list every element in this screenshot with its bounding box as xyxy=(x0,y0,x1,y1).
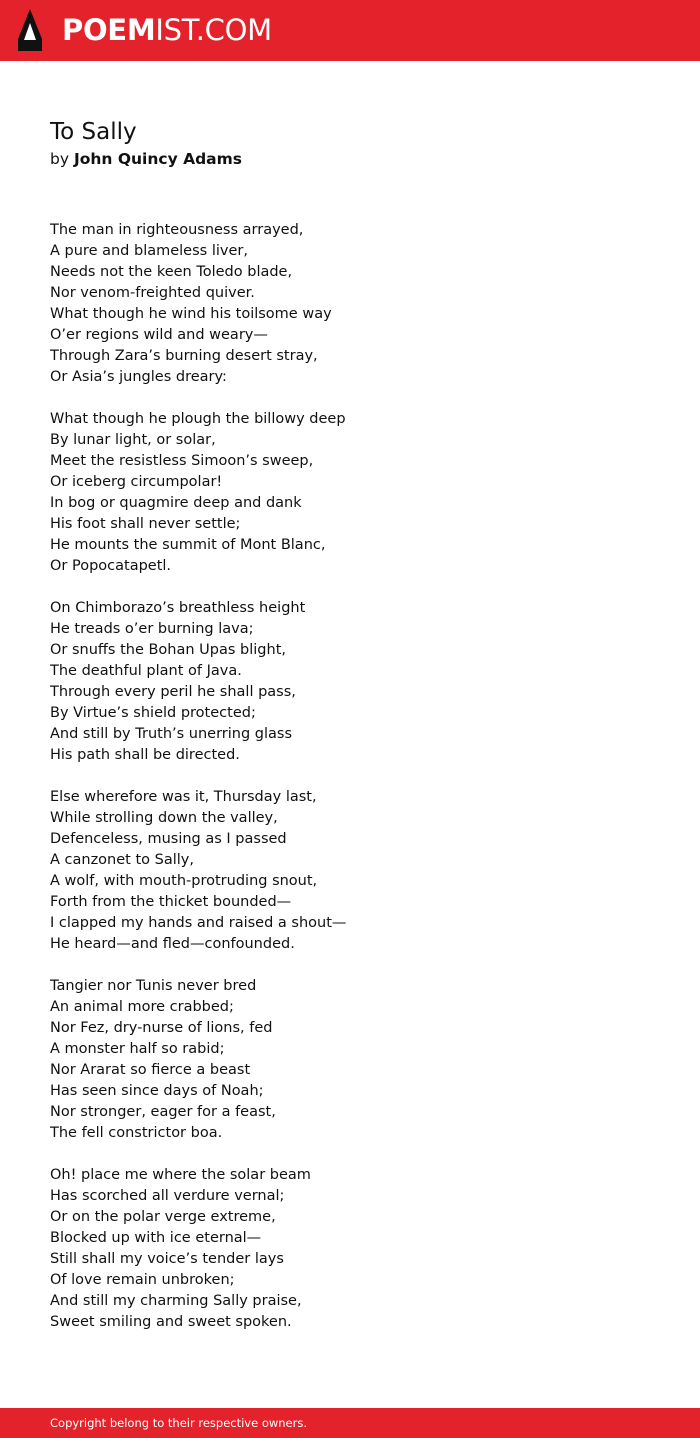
poem-line: The deathful plant of Java. xyxy=(50,663,242,679)
poem-line: The fell constrictor boa. xyxy=(50,1125,223,1141)
poem-line: An animal more crabbed; xyxy=(50,999,234,1015)
stanza xyxy=(50,220,650,388)
poem-line: Needs not the keen Toledo blade, xyxy=(50,264,293,280)
stanza xyxy=(50,976,650,1144)
poem-line: Or on the polar verge extreme, xyxy=(50,1209,276,1225)
poem-line: Of love remain unbroken; xyxy=(50,1272,235,1288)
poem-line: Or snuffs the Bohan Upas blight, xyxy=(50,642,286,658)
poem-line: He heard—and fled—confounded. xyxy=(50,936,295,952)
poem-line: Nor stronger, eager for a feast, xyxy=(50,1104,276,1120)
poem-content xyxy=(50,116,650,1354)
poem-line: By Virtue’s shield protected; xyxy=(50,705,256,721)
poem-line: By lunar light, or solar, xyxy=(50,432,216,448)
poem-line: On Chimborazo’s breathless height xyxy=(50,600,306,616)
poem-line: Still shall my voice’s tender lays xyxy=(50,1251,284,1267)
pencil-tip-icon[interactable] xyxy=(18,9,42,51)
poem-line: A pure and blameless liver, xyxy=(50,243,248,259)
footer-bar xyxy=(0,1408,700,1438)
poem-body xyxy=(50,220,650,1333)
poem-line: Through Zara’s burning desert stray, xyxy=(50,348,318,364)
stanza xyxy=(50,1165,650,1333)
poem-line: He treads o’er burning lava; xyxy=(50,621,254,637)
poem-line: Sweet smiling and sweet spoken. xyxy=(50,1314,292,1330)
header-bar xyxy=(0,0,700,61)
poem-line: He mounts the summit of Mont Blanc, xyxy=(50,537,326,553)
site-logo[interactable] xyxy=(62,12,272,48)
poem-line: What though he wind his toilsome way xyxy=(50,306,332,322)
stanza xyxy=(50,598,650,766)
poem-line: Oh! place me where the solar beam xyxy=(50,1167,311,1183)
logo-light-text: IST.COM xyxy=(155,13,272,47)
poem-line: I clapped my hands and raised a shout— xyxy=(50,915,347,931)
copyright-text: Copyright belong to their respective owners. xyxy=(50,1416,308,1430)
poem-line: In bog or quagmire deep and dank xyxy=(50,495,302,511)
poem-line: A wolf, with mouth-protruding snout, xyxy=(50,873,318,889)
poem-line: Defenceless, musing as I passed xyxy=(50,831,287,847)
poem-line: Has seen since days of Noah; xyxy=(50,1083,264,1099)
author-name: John Quincy Adams xyxy=(73,150,243,168)
poem-line: Forth from the thicket bounded— xyxy=(50,894,292,910)
byline xyxy=(50,148,650,170)
poem-line: Nor Ararat so fierce a beast xyxy=(50,1062,251,1078)
poem-line: What though he plough the billowy deep xyxy=(50,411,346,427)
poem-line: His foot shall never settle; xyxy=(50,516,241,532)
poem-line: Tangier nor Tunis never bred xyxy=(50,978,257,994)
poem-line: Has scorched all verdure vernal; xyxy=(50,1188,285,1204)
poem-line: And still by Truth’s unerring glass xyxy=(50,726,293,742)
poem-line: Through every peril he shall pass, xyxy=(50,684,296,700)
poem-line: Or Popocatapetl. xyxy=(50,558,172,574)
poem-line: The man in righteousness arrayed, xyxy=(50,222,304,238)
poem-line: Blocked up with ice eternal— xyxy=(50,1230,262,1246)
stanza xyxy=(50,409,650,577)
stanza xyxy=(50,787,650,955)
poem-title: To Sally xyxy=(50,119,137,145)
poem-line: His path shall be directed. xyxy=(50,747,240,763)
poem-line: Or iceberg circumpolar! xyxy=(50,474,223,490)
poem-line: And still my charming Sally praise, xyxy=(50,1293,302,1309)
poem-line: O’er regions wild and weary— xyxy=(50,327,268,343)
poem-line: Nor venom-freighted quiver. xyxy=(50,285,255,301)
poem-line: Nor Fez, dry-nurse of lions, fed xyxy=(50,1020,273,1036)
poem-line: Else wherefore was it, Thursday last, xyxy=(50,789,317,805)
poem-line: A monster half so rabid; xyxy=(50,1041,225,1057)
poem-line: Meet the resistless Simoon’s sweep, xyxy=(50,453,314,469)
byline-prefix: by xyxy=(50,150,70,168)
poem-line: Or Asia’s jungles dreary: xyxy=(50,369,227,385)
poem-line: While strolling down the valley, xyxy=(50,810,278,826)
poem-line: A canzonet to Sally, xyxy=(50,852,194,868)
logo-bold-text: POEM xyxy=(62,13,156,47)
